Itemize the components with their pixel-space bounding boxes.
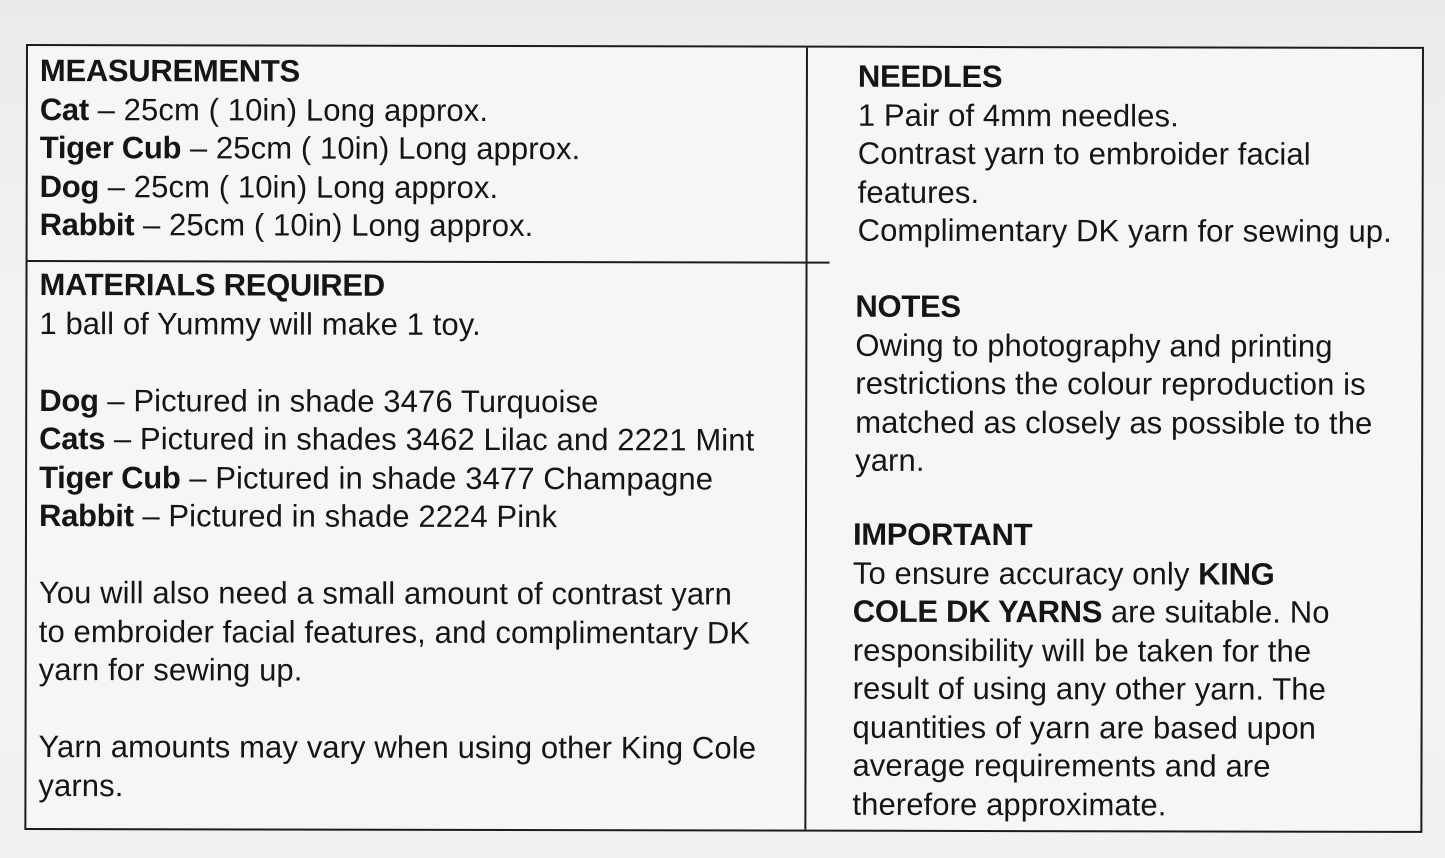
measurement-text: – 25cm ( 10in) Long approx.: [88, 91, 489, 128]
measurement-item: [40, 206, 581, 246]
needles-heading: NEEDLES: [857, 58, 1003, 95]
needles-line: Contrast yarn to embroider facial: [857, 135, 1311, 172]
important-bold-text: KING: [1198, 555, 1275, 592]
measurement-name: Rabbit: [39, 207, 135, 243]
extra-materials-line: You will also need a small amount of contrast yarn: [38, 575, 733, 612]
shade-name: Tiger Cub: [39, 459, 181, 495]
shade-item: [39, 497, 757, 537]
extra-materials-line: yarn for sewing up.: [38, 652, 303, 688]
important-section: [852, 516, 1329, 825]
important-line: responsibility will be taken for the: [852, 632, 1312, 669]
shade-text: – Pictured in shade 2224 Pink: [133, 498, 558, 535]
materials-heading: MATERIALS REQUIRED: [39, 267, 385, 303]
important-heading: IMPORTANT: [852, 516, 1033, 553]
needles-line: Complimentary DK yarn for sewing up.: [857, 212, 1392, 249]
measurement-name: Tiger Cub: [39, 130, 182, 166]
measurement-item: [40, 168, 581, 208]
shade-text: – Pictured in shade 3477 Champagne: [180, 459, 714, 496]
shade-text: – Pictured in shade 3476 Turquoise: [98, 382, 599, 419]
extra-materials-line: to embroider facial features, and complimentary DK: [38, 613, 751, 651]
important-bold-text: COLE DK YARNS: [852, 593, 1103, 630]
shade-item: [39, 459, 757, 499]
row-divider: [28, 260, 830, 264]
measurements-section: [40, 52, 581, 246]
important-text: are suitable. No: [1102, 594, 1330, 630]
important-line: [853, 593, 1330, 632]
important-line: therefore approximate.: [852, 786, 1167, 822]
important-line: result of using any other yarn. The: [852, 670, 1327, 707]
shade-text: – Pictured in shades 3462 Lilac and 2221 Mint: [105, 421, 755, 458]
measurement-name: Cat: [39, 91, 89, 127]
materials-intro: 1 ball of Yummy will make 1 toy.: [39, 305, 481, 342]
needles-line: 1 Pair of 4mm needles.: [857, 97, 1179, 133]
materials-section: [38, 266, 757, 807]
pattern-info-table: [24, 44, 1424, 833]
measurement-text: – 25cm ( 10in) Long approx.: [181, 130, 581, 167]
yarn-vary-line: yarns.: [38, 767, 124, 803]
notes-line: yarn.: [855, 442, 925, 478]
shade-item: [39, 420, 757, 460]
shade-item: [39, 382, 757, 422]
shade-name: Rabbit: [38, 498, 134, 534]
measurement-item: [40, 129, 581, 169]
notes-line: Owing to photography and printing: [855, 327, 1333, 364]
shade-name: Cats: [39, 421, 106, 457]
needles-section: [858, 58, 1393, 252]
notes-line: matched as closely as possible to the: [855, 404, 1373, 441]
measurement-name: Dog: [39, 168, 100, 204]
shade-name: Dog: [39, 382, 99, 418]
important-text: To ensure accuracy only: [852, 555, 1199, 591]
column-divider: [804, 48, 808, 830]
notes-line: restrictions the colour reproduction is: [855, 365, 1366, 402]
important-line: [853, 554, 1330, 593]
notes-heading: NOTES: [855, 288, 961, 324]
notes-section: [855, 288, 1373, 482]
measurement-text: – 25cm ( 10in) Long approx.: [134, 207, 534, 244]
measurement-text: – 25cm ( 10in) Long approx.: [99, 168, 499, 205]
important-line: quantities of yarn are based upon: [852, 709, 1317, 746]
needles-line: features.: [857, 174, 980, 210]
measurement-item: [40, 91, 581, 131]
yarn-vary-line: Yarn amounts may vary when using other King Cole: [38, 729, 757, 766]
measurements-heading: MEASUREMENTS: [39, 53, 300, 89]
important-line: average requirements and are: [852, 747, 1271, 784]
